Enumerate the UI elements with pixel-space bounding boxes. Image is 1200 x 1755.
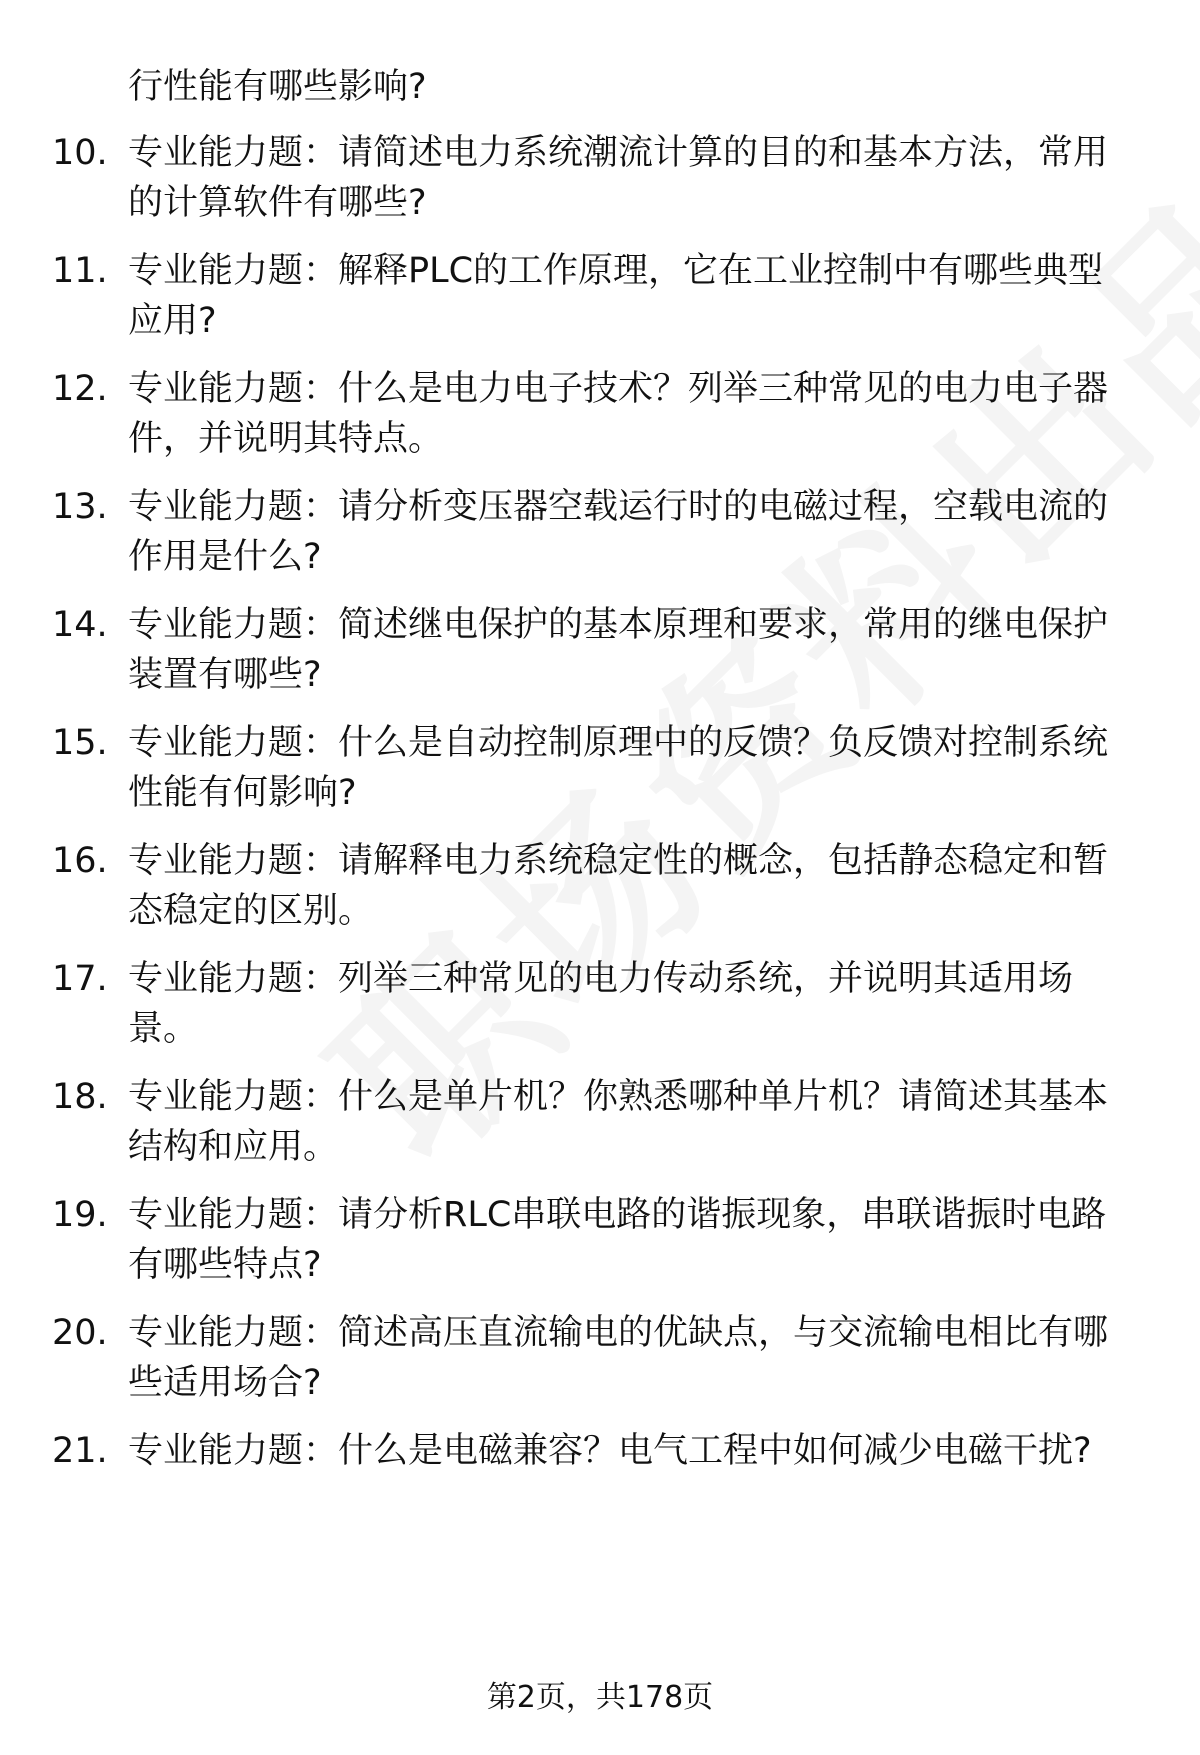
item-text: 专业能力题：什么是单片机？你熟悉哪种单片机？请简述其基本结构和应用。	[128, 1077, 1109, 1167]
list-item	[0, 1072, 1200, 1182]
list-item	[0, 1190, 1200, 1300]
list-item	[0, 600, 1200, 710]
item-text: 专业能力题：简述高压直流输电的优缺点，与交流输电相比有哪些适用场合?	[128, 1313, 1109, 1403]
item-number: 12.	[52, 369, 108, 409]
list-item	[0, 836, 1200, 946]
item-number: 11.	[52, 251, 108, 291]
item-text: 专业能力题：请分析变压器空载运行时的电磁过程，空载电流的作用是什么?	[128, 487, 1109, 577]
list-item	[0, 1308, 1200, 1418]
continuation-text: 行性能有哪些影响?	[128, 67, 427, 107]
item-text: 专业能力题：什么是电磁兼容？电气工程中如何减少电磁干扰?	[128, 1431, 1092, 1471]
list-item	[0, 1426, 1200, 1536]
item-number: 19.	[52, 1195, 108, 1235]
item-text: 专业能力题：请解释电力系统稳定性的概念，包括静态稳定和暂态稳定的区别。	[128, 841, 1109, 931]
item-text: 专业能力题：请分析RLC串联电路的谐振现象，串联谐振时电路有哪些特点?	[128, 1195, 1107, 1285]
item-number: 18.	[52, 1077, 108, 1117]
item-text: 专业能力题：列举三种常见的电力传动系统，并说明其适用场景。	[128, 959, 1074, 1049]
item-number: 10.	[52, 133, 108, 173]
item-number: 13.	[52, 487, 108, 527]
item-text: 专业能力题：什么是自动控制原理中的反馈？负反馈对控制系统性能有何影响?	[128, 723, 1109, 813]
list-item	[0, 364, 1200, 474]
page-footer: 第2页，共178页	[486, 1680, 714, 1715]
item-number: 17.	[52, 959, 108, 999]
list-item	[0, 246, 1200, 356]
item-number: 14.	[52, 605, 108, 645]
list-item	[0, 128, 1200, 238]
item-number: 21.	[52, 1431, 108, 1471]
list-item	[0, 482, 1200, 592]
list-item	[0, 954, 1200, 1064]
item-text: 专业能力题：请简述电力系统潮流计算的目的和基本方法，常用的计算软件有哪些?	[128, 133, 1109, 223]
item-text: 专业能力题：解释PLC的工作原理，它在工业控制中有哪些典型应用?	[128, 251, 1104, 341]
list-item	[0, 718, 1200, 828]
item-number: 16.	[52, 841, 108, 881]
item-number: 20.	[52, 1313, 108, 1353]
item-text: 专业能力题：什么是电力电子技术？列举三种常见的电力电子器件，并说明其特点。	[128, 369, 1109, 459]
item-text: 专业能力题：简述继电保护的基本原理和要求，常用的继电保护装置有哪些?	[128, 605, 1109, 695]
item-number: 15.	[52, 723, 108, 763]
